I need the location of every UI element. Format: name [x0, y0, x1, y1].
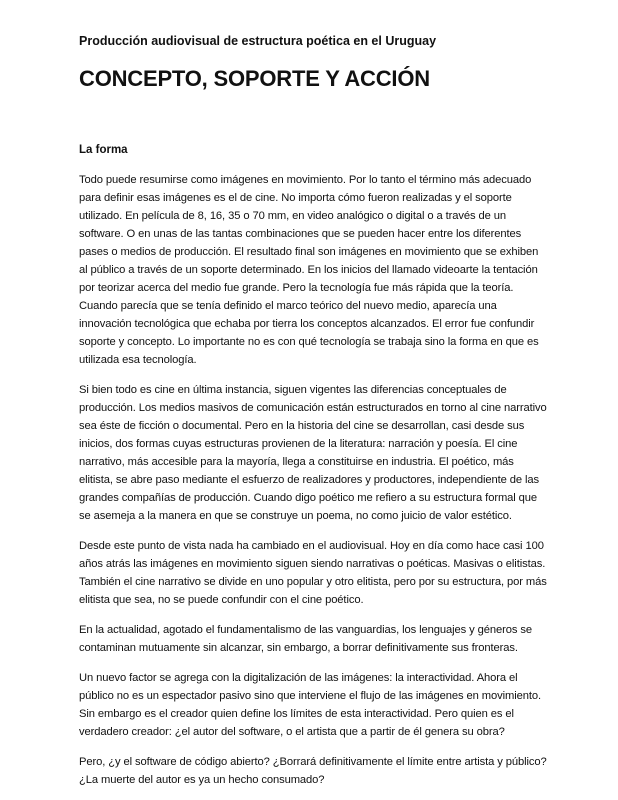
paragraph-6: Pero, ¿y el software de código abierto? ¿Borrará definitivamente el límite entre artista y público? ¿La muerte del autor es ya un hecho consumado?	[79, 756, 547, 786]
document-subtitle: Producción audiovisual de estructura poética en el Uruguay	[79, 34, 437, 48]
paragraph-2: Si bien todo es cine en última instancia, siguen vigentes las diferencias conceptuales de producción. Los medios masivos de comunicación están estructurados en torno al cine narrativo sea éste de ficción o documental. Pero en la historia del cine se desarrollan, casi desde sus inicios, dos formas cuyas estructuras provienen de la literatura: narración y poesía. El cine narrativo, más accesible para la mayoría, llega a constituirse en industria. El poético, más elitista, se abre paso mediante el esfuerzo de realizadores y productores, independiente de las grandes compañías de producción. Cuando digo poético me refiero a su estructura formal que se asemeja a la manera en que se construye un poema, no como juicio de valor estético.	[79, 384, 547, 522]
section-heading: La forma	[79, 144, 128, 156]
paragraph-5: Un nuevo factor se agrega con la digitalización de las imágenes: la interactividad. Ahora el público no es un espectador pasivo sino que interviene el flujo de las imágenes en movimiento. Sin embargo es el creador quien define los límites de esta interactividad. Pero quien es el verdadero creador: ¿el autor del software, o el artista que a partir de él genera su obra?	[79, 672, 542, 738]
paragraph-3: Desde este punto de vista nada ha cambiado en el audiovisual. Hoy en día como hace casi 100 años atrás las imágenes en movimiento siguen siendo narrativas o poéticas. Masivas o elitistas. También el cine narrativo se divide en uno popular y otro elitista, pero por su estructura, por más elitista que sea, no se puede confundir con el cine poético.	[79, 540, 547, 606]
document-title: CONCEPTO, SOPORTE Y ACCIÓN	[79, 66, 430, 91]
paragraph-1: Todo puede resumirse como imágenes en movimiento. Por lo tanto el término más adecuado para definir esas imágenes es el de cine. No importa cómo fueron realizadas y el soporte utilizado. En película de 8, 16, 35 o 70 mm, en video analógico o digital o a través de un software. O en unas de las tantas combinaciones que se pueden hacer entre los diferentes pases o medios de producción. El resultado final son imágenes en movimiento que se exhiben al público a través de un soporte determinado. En los inicios del llamado videoarte la tentación por teorizar acerca del medio fue grande. Pero la tecnología fue más rápida que la teoría. Cuando parecía que se tenía definido el marco teórico del nuevo medio, aparecía una innovación tecnológica que echaba por tierra los conceptos alcanzados. El error fue confundir soporte y concepto. Lo importante no es con qué tecnología se trabaja sino la forma en que es utilizada esa tecnología.	[79, 174, 539, 366]
document-page	[79, 33, 549, 789]
paragraph-4: En la actualidad, agotado el fundamentalismo de las vanguardias, los lenguajes y géneros se contaminan mutuamente sin alcanzar, sin embargo, a borrar definitivamente sus fronteras.	[79, 624, 532, 654]
